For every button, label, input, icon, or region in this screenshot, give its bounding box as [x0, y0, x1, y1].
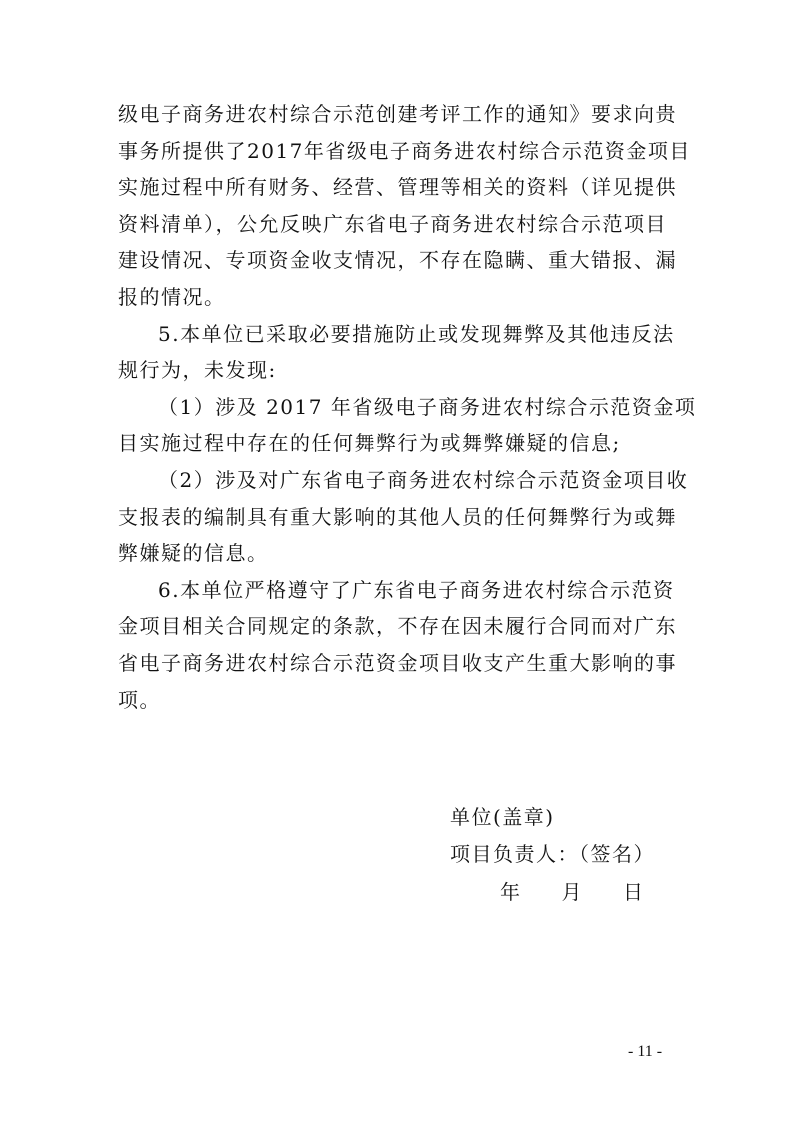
body-line: 建设情况、专项资金收支情况，不存在隐瞒、重大错报、漏 — [118, 248, 677, 273]
body-line: 资料清单），公允反映广东省电子商务进农村综合示范项目 — [118, 211, 667, 236]
body-line: 规行为，未发现: — [118, 358, 277, 383]
body-line: （2）涉及对广东省电子商务进农村综合示范资金项目收 — [158, 467, 689, 492]
body-line: 金项目相关合同规定的条款，不存在因未履行合同而对广东 — [118, 614, 677, 639]
body-line: （1）涉及 2017 年省级电子商务进农村综合示范资金项 — [158, 394, 697, 419]
body-line: 实施过程中所有财务、经营、管理等相关的资料（详见提供 — [118, 175, 677, 200]
page-number: - 11 - — [628, 1043, 663, 1060]
date-month: 月 — [561, 880, 583, 904]
body-line: 事务所提供了2017年省级电子商务进农村综合示范资金项目 — [118, 138, 691, 163]
body-line: 项。 — [118, 687, 161, 712]
body-text — [118, 96, 697, 718]
date-day: 日 — [623, 880, 645, 904]
date-year: 年 — [500, 880, 522, 904]
body-line: 目实施过程中存在的任何舞弊行为或舞弊嫌疑的信息; — [118, 431, 621, 456]
body-line: 级电子商务进农村综合示范创建考评工作的通知》要求向贵 — [118, 102, 677, 126]
body-line: 6.本单位严格遵守了广东省电子商务进农村综合示范资 — [158, 577, 675, 602]
signature-leader: 项目负责人：（签名） — [450, 842, 655, 866]
body-line: 弊嫌疑的信息。 — [118, 541, 269, 566]
body-line: 支报表的编制具有重大影响的其他人员的任何舞弊行为或舞 — [118, 504, 677, 529]
signature-unit: 单位(盖章) — [450, 805, 555, 829]
signature-date — [500, 880, 645, 904]
body-line: 省电子商务进农村综合示范资金项目收支产生重大影响的事 — [118, 650, 677, 675]
body-line: 5.本单位已采取必要措施防止或发现舞弊及其他违反法 — [158, 321, 675, 346]
body-line: 报的情况。 — [118, 284, 226, 309]
